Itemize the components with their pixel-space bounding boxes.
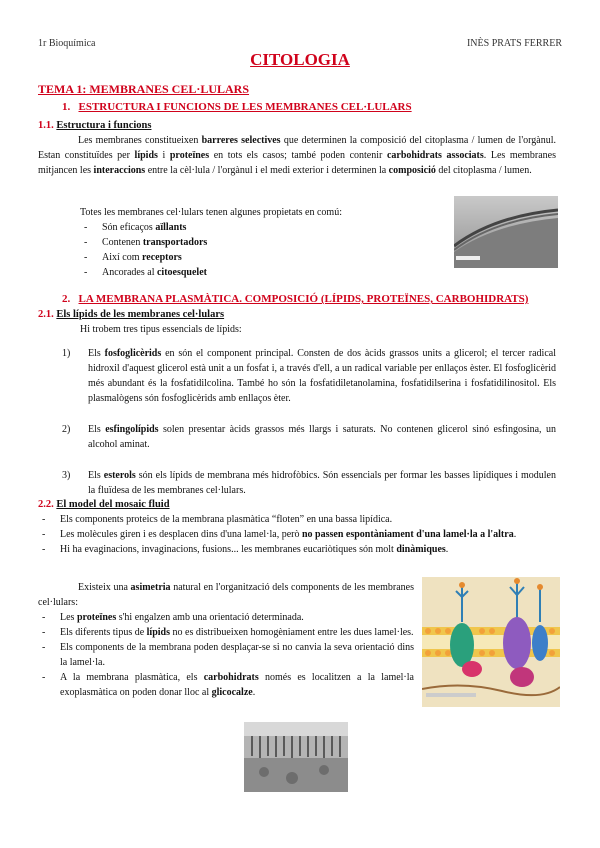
- list-item: 1) Els fosfoglicèrids en són el component principal. Consten de dos àcids grassos units a glicerol; el tercer radical hidroxil d'aquest glicerol està unit a un fosfat i, a través d'ell, a un radical variable per enllaços èster. El fosfoglicèrid més abundant és la fosfatidilcolina. També ho són la fosfatidiletanolamina, fosfatidilserina i fosfatidilinositol. Els plasmalògens són fosfoglicèrids amb enllaços èter.: [62, 348, 556, 404]
- section-2-number: 2.: [62, 293, 71, 305]
- subsection-1-1-title: Estructura i funcions: [56, 120, 152, 131]
- header-author: INÈS PRATS FERRER: [466, 38, 562, 49]
- subsection-2-1-number: 2.1.: [38, 309, 54, 320]
- subsection-1-1-number: 1.1.: [38, 120, 54, 131]
- list-item: - Els components proteics de la membrana plasmàtica “floten” en una bassa lipídica.: [38, 512, 558, 527]
- asymmetry-intro: Existeix una asimetria natural en l'organització dels components de les membranes cel·lulars:: [38, 582, 414, 608]
- mosaic-list: [38, 512, 558, 557]
- list-item: 2) Els esfingolípids solen presentar àcids grassos més llargs i saturats. No contenen glicerol sinó esfingosina, un alcohol aminat.: [62, 424, 556, 450]
- properties-intro: Totes les membranes cel·lulars tenen algunes propietats en comú:: [80, 207, 342, 218]
- list-item: - A la membrana plasmàtica, els carbohidrats només es localitzen a la lamel·la exoplasmàtica on poden donar lloc al glicocalze.: [38, 670, 414, 700]
- list-item: - Els components de la membrana poden desplaçar-se si no canvia la seva orientació dins la lamel·la.: [38, 640, 414, 670]
- list-item: - Les molècules giren i es desplacen dins d'una lamel·la, però no passen espontàniament d'una lamel·la a l'altra.: [38, 527, 558, 542]
- section-1-title: ESTRUCTURA I FUNCIONS DE LES MEMBRANES CEL·LULARS: [78, 101, 412, 113]
- page-title: CITOLOGIA: [250, 50, 350, 69]
- subsection-2-1-heading: [38, 307, 224, 322]
- subsection-2-2-number: 2.2.: [38, 499, 54, 510]
- section-1-number: 1.: [62, 101, 71, 113]
- header-subject: 1r Bioquímica: [38, 38, 96, 49]
- glycocalyx-micrograph: [244, 722, 348, 792]
- list-item: - Hi ha evaginacions, invaginacions, fusions... les membranes eucariòtiques són molt dinàmiques.: [38, 542, 558, 557]
- list-item: - Ancorades al citoesquelet: [80, 265, 380, 280]
- membrane-micrograph: [454, 196, 558, 268]
- subsection-2-2-heading: [38, 497, 170, 512]
- list-item: - Són eficaços aïllants: [80, 220, 380, 235]
- properties-list: [80, 220, 380, 280]
- subsection-2-1-title: Els lípids de les membranes cel·lulars: [56, 309, 225, 320]
- list-item: - Els diferents tipus de lípids no es distribueixen homogèniament entre les dues lamel·les.: [38, 625, 414, 640]
- list-item: - Així com receptors: [80, 250, 380, 265]
- list-item: - Les proteïnes s'hi engalzen amb una orientació determinada.: [38, 610, 414, 625]
- list-item: 3) Els esterols són els lípids de membrana més hidrofòbics. Són essencials per formar les basses lipídiques i modulen la fluïdesa de les membranes cel·lulars.: [62, 470, 556, 496]
- section-1-heading: [62, 100, 412, 115]
- fluid-mosaic-illustration: [422, 577, 560, 707]
- subsection-2-2-title: El model del mosaic fluid: [56, 499, 170, 510]
- paragraph-1-1: Les membranes constitueixen barreres selectives que determinen la composició del citoplasma / lumen de l'orgànul. Estan constituïdes per lípids i proteïnes en tots els casos; també poden contenir carbohidrats associats. Les membranes mitjancen les interaccions entre la cèl·lula / l'orgànul i el medi exterior i determinen la composició del citoplasma / lumen.: [38, 135, 557, 176]
- lipids-list: [62, 346, 556, 498]
- list-item: - Contenen transportadors: [80, 235, 380, 250]
- section-2-title: LA MEMBRANA PLASMÀTICA. COMPOSICIÓ (LÍPIDS, PROTEÏNES, CARBOHIDRATS): [78, 293, 529, 305]
- tema-heading: TEMA 1: MEMBRANES CEL·LULARS: [38, 82, 250, 96]
- section-2-heading: [62, 292, 528, 307]
- asymmetry-list: [38, 610, 414, 700]
- subsection-1-1-heading: [38, 118, 151, 133]
- lipids-intro: Hi trobem tres tipus essencials de lípids:: [80, 324, 242, 335]
